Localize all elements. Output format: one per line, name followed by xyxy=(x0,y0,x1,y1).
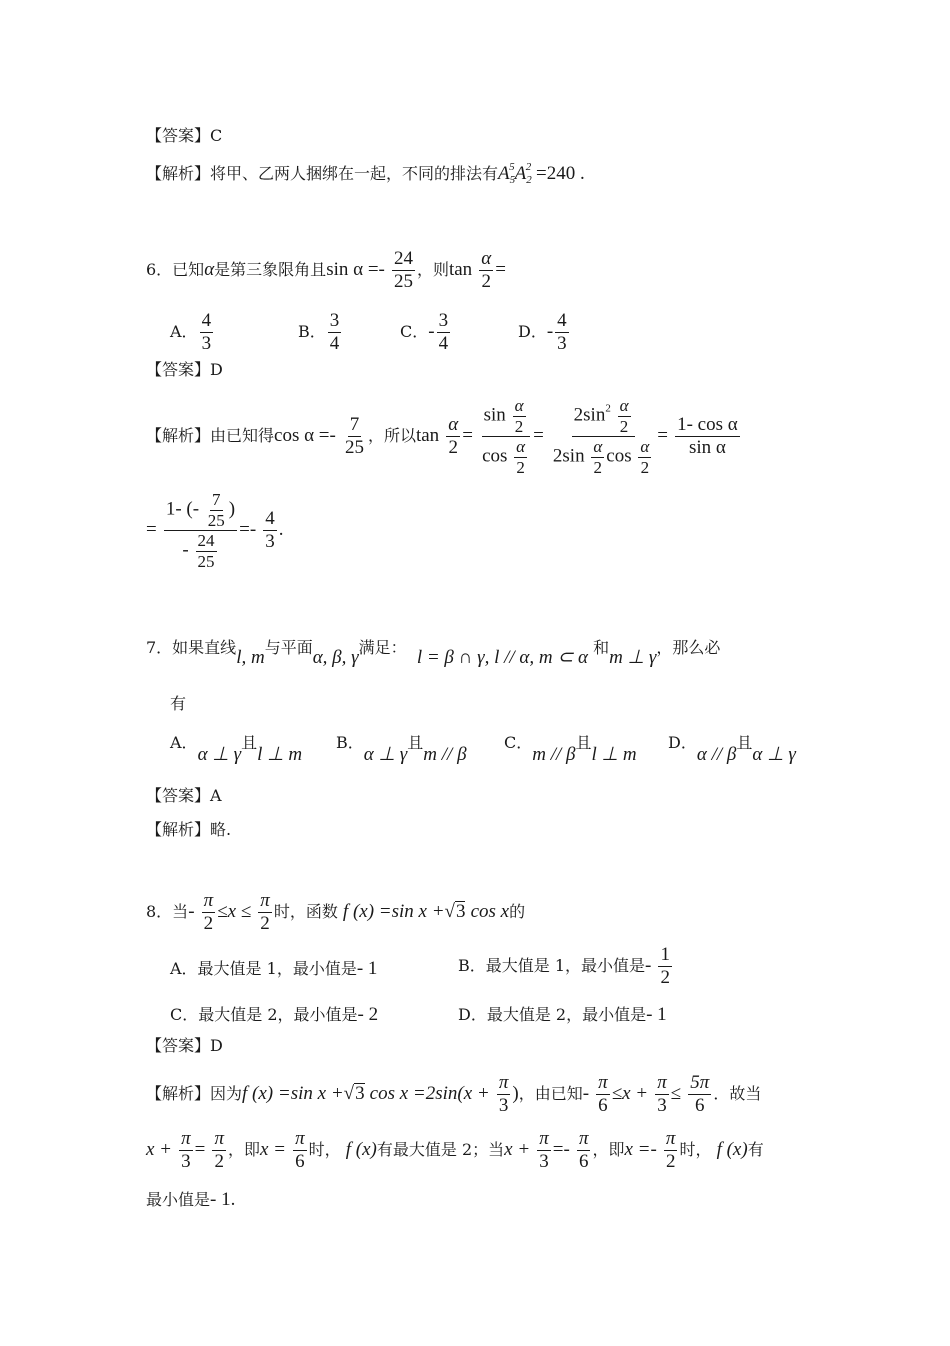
q7-end: ，那么必 xyxy=(656,638,721,657)
q8-answer: 【答案】D xyxy=(146,1036,223,1055)
q6-tan: tan xyxy=(448,258,473,280)
q7-prefix: 7．如果直线 xyxy=(146,638,237,657)
q6-then: ，则 xyxy=(416,259,449,279)
q6-result-fraction: $\frac{4}{3}$ xyxy=(265,508,275,553)
q6-alpha: α xyxy=(204,258,215,280)
q7-plane: 与平面 xyxy=(264,638,313,657)
q7-option-d: D．α // β且α ⊥ γ xyxy=(668,733,796,765)
q6-eq: = xyxy=(495,258,506,280)
q6-sin-over-cos: sin $\frac{\alpha}{2}$ cos $\frac{\alpha}{2}$ xyxy=(480,396,531,477)
q8-option-c: C．最大值是 2，最小值是- 2 xyxy=(170,1004,379,1025)
q8-prefix: 8．当 xyxy=(146,901,189,921)
q6-sin-eq: sin α =- xyxy=(326,258,385,280)
q8-analysis-line3: 最小值是- 1. xyxy=(146,1189,236,1210)
q6-answer: 【答案】D xyxy=(146,360,223,379)
q8-neg-pi-half: $\frac{\pi}{2}$ xyxy=(203,890,214,934)
q7-option-b: B．α ⊥ γ且m // β xyxy=(336,733,467,765)
q6-analysis-line2: = 1- (- $\frac{7}{25}$ ) - $\frac{24}{25}$ =- $\frac{4}{3}$ . xyxy=(146,490,284,571)
q7-stem-line2: 有 xyxy=(170,694,187,713)
q7-and: 和 xyxy=(593,638,610,657)
q7-stem xyxy=(146,638,721,668)
q6-option-b: B． $\frac{3}{4}$ xyxy=(298,310,340,354)
q7-satisfy: 满足： xyxy=(358,638,407,657)
q6-one-minus-cos-over-sin: $\frac{\text{1- cos α}}{\text{sin α}}$ xyxy=(677,414,738,459)
q6-double-angle-fraction: $2\sin^2$ $\frac{\alpha}{2}$ 2sin $\frac{\alpha}{2}$ cos $\frac{\alpha}{2}$ xyxy=(552,396,650,477)
q7-analysis: 【解析】略. xyxy=(146,820,232,839)
q8-pi-half: $\frac{\pi}{2}$ xyxy=(260,890,270,934)
q6-mid: 是第三象限角且 xyxy=(214,259,327,279)
q6-option-a: A． $\frac{4}{3}$ xyxy=(170,310,212,354)
q7-option-a: A．α ⊥ γ且l ⊥ m xyxy=(170,733,303,765)
q8-analysis-label: 【解析】因为 xyxy=(146,1083,243,1103)
q6-stem xyxy=(146,248,506,293)
q6-half-alpha: $\frac{\alpha}{2}$ xyxy=(481,248,492,292)
q5-answer: 【答案】C xyxy=(146,126,223,145)
q7-condition: l = β ∩ γ, l // α, m ⊂ α xyxy=(416,647,589,668)
q7-answer: 【答案】A xyxy=(146,786,222,805)
q8-option-d: D．最大值是 2，最小值是- 1 xyxy=(458,1004,667,1025)
q8-fx: f (x) xyxy=(342,900,375,922)
q5-analysis xyxy=(146,162,585,186)
q7-lines: l, m xyxy=(236,647,265,668)
q7-option-c: C．m // β且l ⊥ m xyxy=(504,733,637,765)
q8-option-a: A．最大值是 1，最小值是- 1 xyxy=(170,958,378,979)
q6-so: ，所以 xyxy=(367,426,416,446)
q8-when: 时，函数 xyxy=(273,901,338,921)
q5-perm-formula: $A_5^5A_2^2$ xyxy=(498,161,532,186)
q8-stem: 8．当- $\frac{\pi}{2}$ ≤x ≤ $\frac{\pi}{2}$ 时，函数 f (x) =sin x +√3 cos x的 xyxy=(146,890,526,934)
q6-analysis-label: 【解析】由已知得 xyxy=(146,426,275,446)
q6-final-fraction: 1- (- $\frac{7}{25}$ ) - $\frac{24}{25}$ xyxy=(165,490,236,571)
q8-option-b: B．最大值是 1，最小值是- $\frac{1}{2}$ xyxy=(458,944,670,988)
q7-planes: α, β, γ xyxy=(312,647,359,668)
q6-analysis-line1: 【解析】由已知得cos α =- $\frac{7}{25}$ ，所以tan $\frac{\alpha}{2}$ = sin $\frac{\alpha}{2}$ cos $\frac{\alpha}{2}$ = $2\sin^2$ $\frac{\alpha}{2}$ 2sin $\frac{\alpha}{2}$ cos $\frac{\alpha}{2}$ = $\frac{\text{1- cos α}}{\text{sin α}}$ xyxy=(146,396,738,477)
q8-analysis-line2: x + $\frac{\pi}{3}$ = $\frac{\pi}{2}$ ，即x = $\frac{\pi}{6}$ 时， f (x)有最大值是 2；当x + $\frac{\pi}{3}$ =- $\frac{\pi}{6}$ ，即x =- $\frac{\pi}{2}$ 时， f (x)有 xyxy=(146,1128,764,1172)
q6-cos-eq: cos α =- xyxy=(274,425,336,447)
q6-stem-fraction: $\frac{24}{25}$ xyxy=(393,248,413,292)
q8-analysis-line1: 【解析】因为f (x) =sin x +√3 cos x =2sin(x + $\frac{\pi}{3}$ )，由已知- $\frac{\pi}{6}$ ≤x + $\frac{\pi}{3}$ ≤ $\frac{5\pi}{6}$ ．故当 xyxy=(146,1072,762,1116)
q6-half-alpha-2: $\frac{\alpha}{2}$ xyxy=(448,414,459,459)
q7-condition2: m ⊥ γ xyxy=(609,647,657,668)
q5-result: =240 . xyxy=(531,163,585,184)
q6-option-c: C．- $\frac{3}{4}$ xyxy=(400,310,449,354)
q6-prefix: 6．已知 xyxy=(146,259,205,279)
q5-analysis-label: 【解析】将甲、乙两人捆绑在一起，不同的排法有 xyxy=(146,164,499,183)
q6-seven-over-25: $\frac{7}{25}$ xyxy=(344,414,364,459)
q6-option-d: D．- $\frac{4}{3}$ xyxy=(518,310,567,354)
